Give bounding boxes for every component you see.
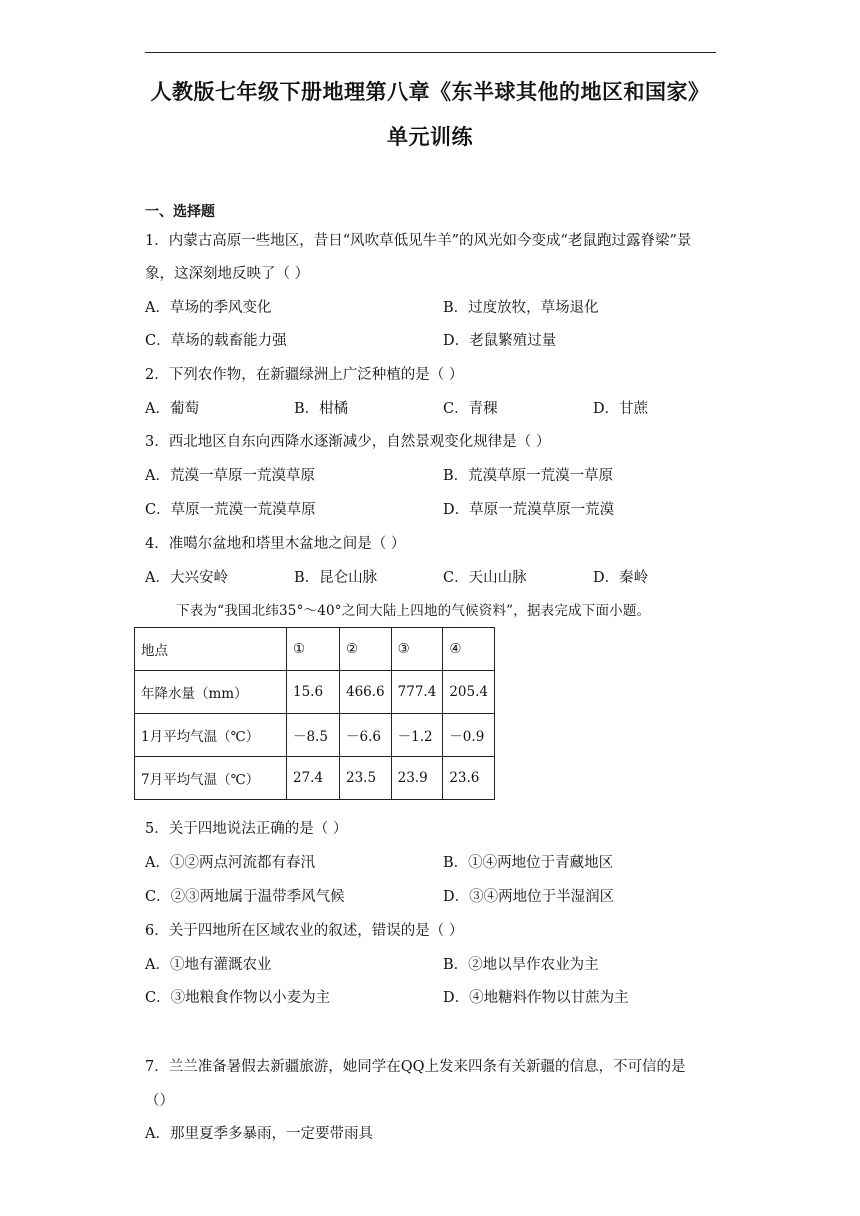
question-4-option-b: B．昆仑山脉	[294, 570, 378, 586]
question-7-stem-line1: 7．兰兰准备暑假去新疆旅游，她同学在QQ上发来四条有关新疆的信息，不可信的是	[145, 1059, 686, 1075]
question-3-option-d: D．草原一荒漠草原一荒漠	[443, 502, 615, 518]
table-cell: 205.4	[443, 671, 495, 714]
question-4-option-c: C．天山山脉	[443, 570, 527, 586]
table-cell: 777.4	[391, 671, 443, 714]
question-5-option-a: A．①②两点河流都有春汛	[145, 855, 315, 871]
table-header-cell: 地点	[135, 628, 287, 671]
table-header-cell: ③	[391, 628, 443, 671]
question-6-option-a: A．①地有灌溉农业	[145, 957, 272, 973]
table-row	[135, 714, 495, 757]
document-title: 人教版七年级下册地理第八章《东半球其他的地区和国家》	[150, 80, 710, 104]
question-3-option-a: A．荒漠一草原一荒漠草原	[145, 468, 315, 484]
table-cell: －6.6	[340, 714, 392, 757]
table-cell: 23.6	[443, 757, 495, 800]
table-cell: －0.9	[443, 714, 495, 757]
table-cell: 年降水量（mm）	[135, 671, 287, 714]
table-intro: 下表为“我国北纬35°～40°之间大陆上四地的气候资料”，据表完成下面小题。	[176, 603, 651, 619]
table-cell: －8.5	[287, 714, 340, 757]
question-2-stem: 2．下列农作物，在新疆绿洲上广泛种植的是（ ）	[145, 367, 464, 383]
table-cell: 23.9	[391, 757, 443, 800]
table-header-cell: ②	[340, 628, 392, 671]
table-cell: 7月平均气温（℃）	[135, 757, 287, 800]
climate-table	[134, 627, 495, 800]
question-3-stem: 3．西北地区自东向西降水逐渐减少，自然景观变化规律是（ ）	[145, 434, 551, 450]
question-2-option-a: A．葡萄	[145, 401, 199, 417]
question-3-option-b: B．荒漠草原一荒漠一草原	[443, 468, 614, 484]
question-1-option-b: B．过度放牧，草场退化	[443, 300, 599, 316]
question-6-option-b: B．②地以旱作农业为主	[443, 957, 599, 973]
question-3-option-c: C．草原一荒漠一荒漠草原	[145, 502, 316, 518]
question-5-stem: 5．关于四地说法正确的是（ ）	[145, 821, 348, 837]
table-cell: 466.6	[340, 671, 392, 714]
table-header-row	[135, 628, 495, 671]
question-4-stem: 4．准噶尔盆地和塔里木盆地之间是（ ）	[145, 536, 406, 552]
question-6-option-d: D．④地糖料作物以甘蔗为主	[443, 990, 629, 1006]
table-cell: 27.4	[287, 757, 340, 800]
question-5-option-b: B．①④两地位于青藏地区	[443, 855, 614, 871]
question-4-option-a: A．大兴安岭	[145, 570, 228, 586]
question-2-option-d: D．甘蔗	[593, 401, 649, 417]
question-1-stem-line2: 象，这深刻地反映了（ ）	[145, 266, 310, 282]
question-1-option-c: C．草场的载畜能力强	[145, 333, 287, 349]
question-2-option-b: B．柑橘	[294, 401, 349, 417]
question-6-option-c: C．③地粮食作物以小麦为主	[145, 990, 331, 1006]
table-cell: 1月平均气温（℃）	[135, 714, 287, 757]
question-1-stem-line1: 1．内蒙古高原一些地区，昔日“风吹草低见牛羊”的风光如今变成“老鼠跑过露脊梁”景	[145, 233, 692, 249]
header-rule	[145, 52, 716, 53]
section-heading: 一、选择题	[145, 204, 215, 220]
table-cell: －1.2	[391, 714, 443, 757]
table-header-cell: ①	[287, 628, 340, 671]
document-subtitle: 单元训练	[387, 125, 473, 149]
question-5-option-d: D．③④两地位于半湿润区	[443, 889, 615, 905]
table-cell: 15.6	[287, 671, 340, 714]
question-1-option-d: D．老鼠繁殖过量	[443, 333, 557, 349]
question-1-option-a: A．草场的季风变化	[145, 300, 272, 316]
question-7-option-a: A．那里夏季多暴雨，一定要带雨具	[145, 1126, 373, 1142]
question-5-option-c: C．②③两地属于温带季风气候	[145, 889, 345, 905]
table-header-cell: ④	[443, 628, 495, 671]
question-7-stem-line2: （）	[145, 1093, 174, 1109]
question-4-option-d: D．秦岭	[593, 570, 649, 586]
table-row	[135, 671, 495, 714]
table-cell: 23.5	[340, 757, 392, 800]
question-6-stem: 6．关于四地所在区域农业的叙述，错误的是（ ）	[145, 923, 464, 939]
table-row	[135, 757, 495, 800]
question-2-option-c: C．青稞	[443, 401, 498, 417]
